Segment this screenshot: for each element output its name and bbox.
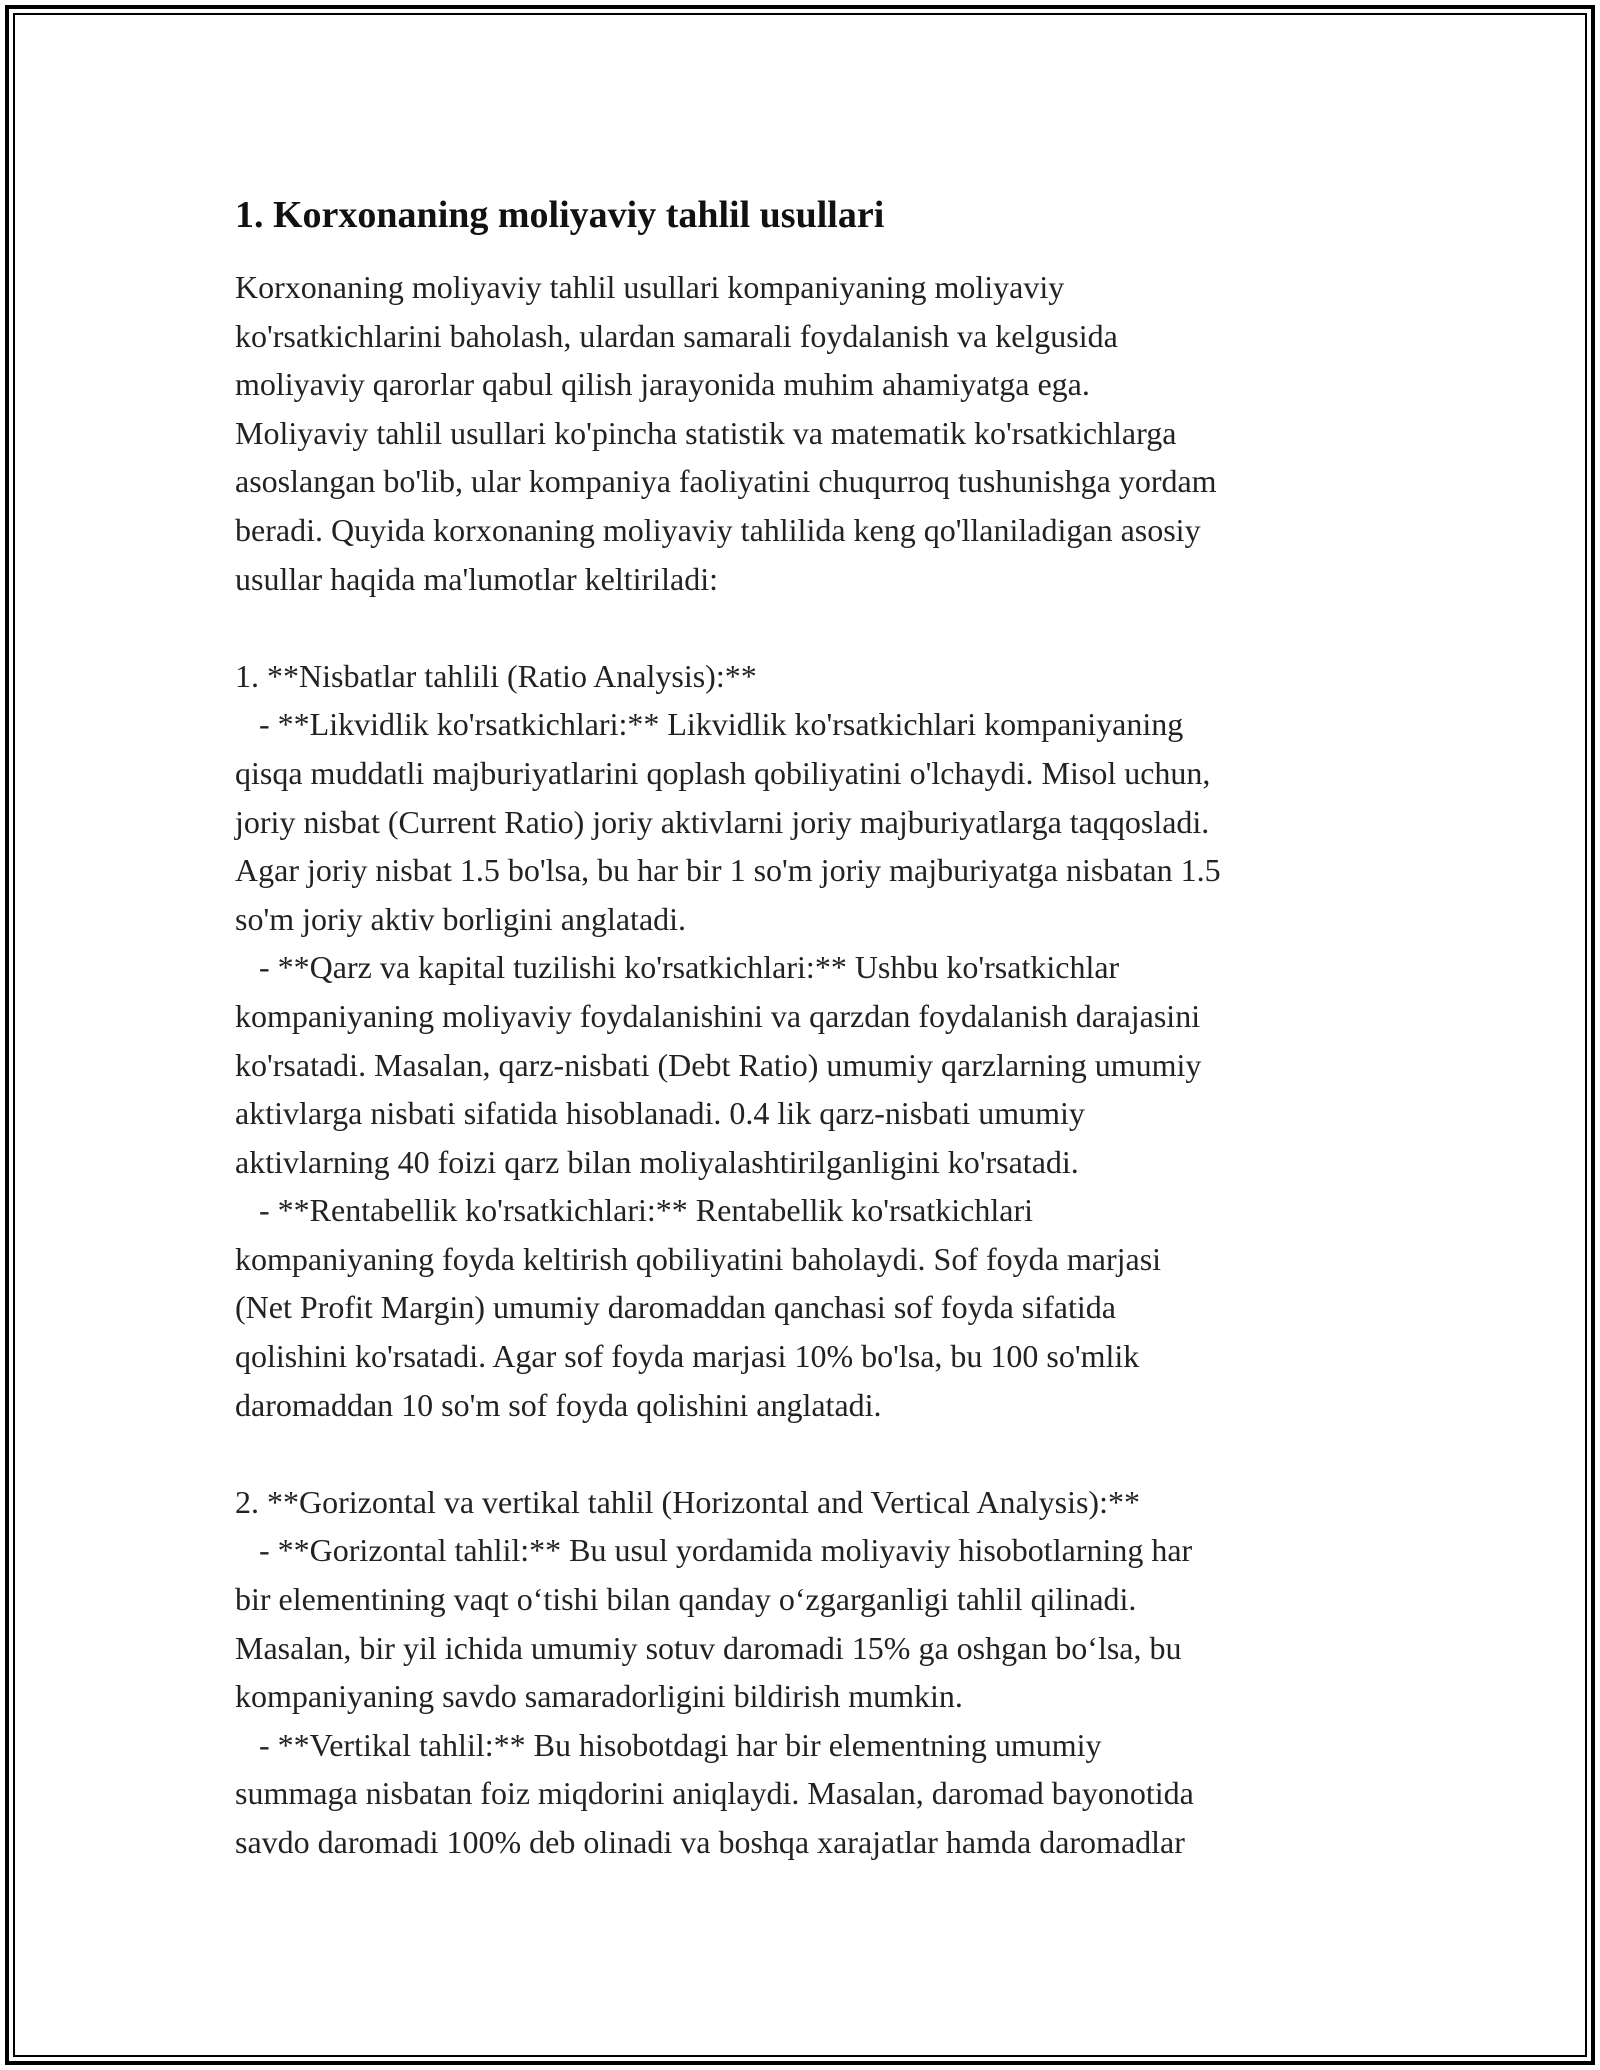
text-line: Moliyaviy tahlil usullari ko'pincha statistik va matematik ko'rsatkichlarga <box>235 414 1177 451</box>
blank-line <box>235 1429 1375 1478</box>
text-line: ko'rsatkichlarini baholash, ulardan samarali foydalanish va kelgusida <box>235 317 1118 354</box>
text-line: asoslangan bo'lib, ular kompaniya faoliyatini chuqurroq tushunishga yordam <box>235 463 1217 500</box>
text-line: aktivlarning 40 foizi qarz bilan moliyalashtirilganligini ko'rsatadi. <box>235 1143 1079 1180</box>
text-line: kompaniyaning moliyaviy foydalanishini va qarzdan foydalanish darajasini <box>235 997 1201 1034</box>
document-content <box>235 185 1375 1867</box>
text-line: kompaniyaning savdo samaradorligini bildirish mumkin. <box>235 1678 963 1715</box>
text-line: savdo daromadi 100% deb olinadi va boshqa xarajatlar hamda daromadlar <box>235 1824 1185 1860</box>
text-line: Korxonaning moliyaviy tahlil usullari kompaniyaning moliyaviy <box>235 269 1065 305</box>
text-line: Agar joriy nisbat 1.5 bo'lsa, bu har bir 1 so'm joriy majburiyatga nisbatan 1.5 <box>235 852 1221 889</box>
sub-item-line: - **Likvidlik ko'rsatkichlari:** Likvidlik ko'rsatkichlari kompaniyaning <box>235 706 1184 743</box>
text-line: (Net Profit Margin) umumiy daromaddan qanchasi sof foyda sifatida <box>235 1289 1116 1326</box>
sub-item-line: - **Rentabellik ko'rsatkichlari:** Rentabellik ko'rsatkichlari <box>235 1192 1033 1229</box>
text-line: summaga nisbatan foiz miqdorini aniqlaydi. Masalan, daromad bayonotida <box>235 1775 1194 1812</box>
text-line: qolishini ko'rsatadi. Agar sof foyda marjasi 10% bo'lsa, bu 100 so'mlik <box>235 1338 1140 1375</box>
text-line: moliyaviy qarorlar qabul qilish jarayonida muhim ahamiyatga ega. <box>235 366 1090 403</box>
text-line: aktivlarga nisbati sifatida hisoblanadi. 0.4 lik qarz-nisbati umumiy <box>235 1095 1085 1132</box>
list-item-heading: 1. **Nisbatlar tahlili (Ratio Analysis):** <box>235 657 757 694</box>
sub-item-line: - **Gorizontal tahlil:** Bu usul yordamida moliyaviy hisobotlarning har <box>235 1532 1193 1569</box>
text-line: joriy nisbat (Current Ratio) joriy aktivlarni joriy majburiyatlarga taqqosladi. <box>235 803 1210 840</box>
sub-item-line: - **Vertikal tahlil:** Bu hisobotdagi har bir elementning umumiy <box>235 1726 1102 1763</box>
blank-line <box>235 603 1375 652</box>
text-line: Masalan, bir yil ichida umumiy sotuv daromadi 15% ga oshgan bo‘lsa, bu <box>235 1629 1182 1666</box>
text-line: beradi. Quyida korxonaning moliyaviy tahlilida keng qo'llaniladigan asosiy <box>235 511 1201 548</box>
section-heading: 1. Korxonaning moliyaviy tahlil usullari <box>235 194 885 236</box>
list-item-heading: 2. **Gorizontal va vertikal tahlil (Horizontal and Vertical Analysis):** <box>235 1483 1140 1520</box>
text-line: ko'rsatadi. Masalan, qarz-nisbati (Debt Ratio) umumiy qarzlarning umumiy <box>235 1046 1202 1083</box>
body-text <box>235 263 1375 1867</box>
sub-item-line: - **Qarz va kapital tuzilishi ko'rsatkichlari:** Ushbu ko'rsatkichlar <box>235 949 1120 986</box>
text-line: usullar haqida ma'lumotlar keltiriladi: <box>235 560 718 597</box>
text-line: kompaniyaning foyda keltirish qobiliyatini baholaydi. Sof foyda marjasi <box>235 1240 1162 1277</box>
text-line: qisqa muddatli majburiyatlarini qoplash qobiliyatini o'lchaydi. Misol uchun, <box>235 754 1211 791</box>
text-line: bir elementining vaqt o‘tishi bilan qanday o‘zgarganligi tahlil qilinadi. <box>235 1581 1137 1618</box>
text-line: so'm joriy aktiv borligini anglatadi. <box>235 900 687 937</box>
text-line: daromaddan 10 so'm sof foyda qolishini anglatadi. <box>235 1386 882 1423</box>
